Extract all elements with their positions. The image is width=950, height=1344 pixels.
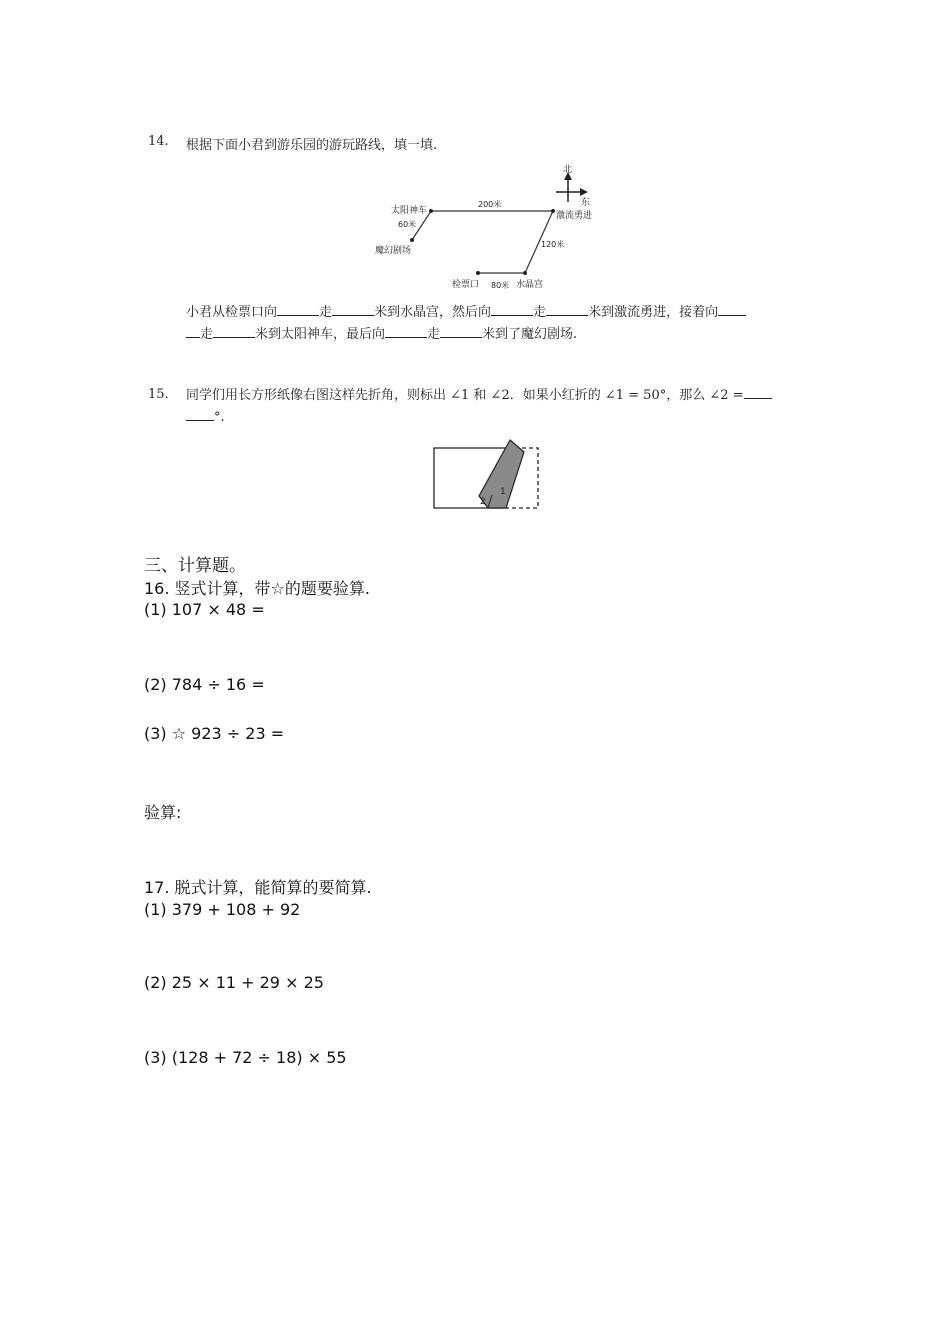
q14-fill-line-2: 走 米到太阳神车，最后向 走 米到了魔幻剧场. — [186, 323, 577, 346]
place-crystal-palace: 水晶宫 — [516, 280, 544, 290]
distance-200: 200米 — [478, 200, 502, 209]
point-ticket-gate — [476, 271, 480, 275]
point-rapids — [551, 209, 555, 213]
question-17-title: 17. 脱式计算，能简算的要简算. — [144, 878, 372, 897]
distance-60: 60米 — [398, 220, 417, 229]
question-14-prompt: 根据下面小君到游乐园的游玩路线，填一填. — [186, 138, 438, 153]
q16-item-1: (1) 107 × 48 = — [144, 600, 265, 619]
route-path — [412, 211, 553, 273]
route-map-diagram — [360, 158, 610, 294]
place-ticket-gate: 检票口 — [452, 280, 480, 290]
blank-angle2-a[interactable] — [744, 384, 772, 399]
place-ferris: 太阳神车 — [391, 206, 428, 216]
place-magic-theater: 魔幻剧场 — [375, 246, 412, 256]
point-ferris — [429, 209, 433, 213]
question-14-number: 14. — [148, 134, 169, 149]
angle-2-label: 2 — [480, 497, 486, 507]
question-15-number: 15. — [148, 387, 169, 402]
place-rapids: 激流勇进 — [556, 211, 593, 221]
question-15-prompt-line-2: °. — [186, 406, 225, 429]
angle-1-label: 1 — [500, 487, 506, 497]
point-crystal-palace — [523, 271, 527, 275]
blank-angle2-b[interactable] — [186, 406, 214, 421]
q16-item-2: (2) 784 ÷ 16 = — [144, 675, 265, 694]
q16-item-3: (3) ☆ 923 ÷ 23 = — [144, 724, 285, 743]
blank-direction-2[interactable] — [491, 301, 533, 316]
blank-direction-4[interactable] — [385, 323, 427, 338]
section-3-title: 三、计算题。 — [144, 556, 246, 576]
distance-80: 80米 — [491, 281, 510, 290]
folded-corner — [479, 440, 524, 508]
blank-distance-3[interactable] — [213, 323, 255, 338]
q14-fill-line-1: 小君从检票口向 走 米到水晶宫，然后向 走 米到激流勇进，接着向 — [186, 301, 746, 324]
blank-direction-3b[interactable] — [186, 323, 200, 338]
compass-north-label: 北 — [563, 165, 573, 175]
q16-check-label: 验算: — [144, 803, 182, 822]
q17-item-1: (1) 379 + 108 + 92 — [144, 900, 301, 919]
q17-item-2: (2) 25 × 11 + 29 × 25 — [144, 973, 324, 992]
distance-120: 120米 — [541, 240, 565, 249]
blank-distance-1[interactable] — [332, 301, 374, 316]
blank-direction-1[interactable] — [277, 301, 319, 316]
question-16-title: 16. 竖式计算，带☆的题要验算. — [144, 579, 370, 598]
blank-distance-2[interactable] — [546, 301, 588, 316]
blank-distance-4[interactable] — [440, 323, 482, 338]
compass-east-label: 东 — [581, 198, 591, 208]
q17-item-3: (3) (128 + 72 ÷ 18) × 55 — [144, 1048, 347, 1067]
folded-paper-diagram — [430, 438, 544, 512]
blank-direction-3a[interactable] — [718, 301, 746, 316]
point-magic-theater — [410, 238, 414, 242]
question-15-prompt-line: 同学们用长方形纸像右图这样先折角，则标出 ∠1 和 ∠2．如果小红折的 ∠1 = 50°，那么 ∠2 = — [186, 384, 772, 407]
